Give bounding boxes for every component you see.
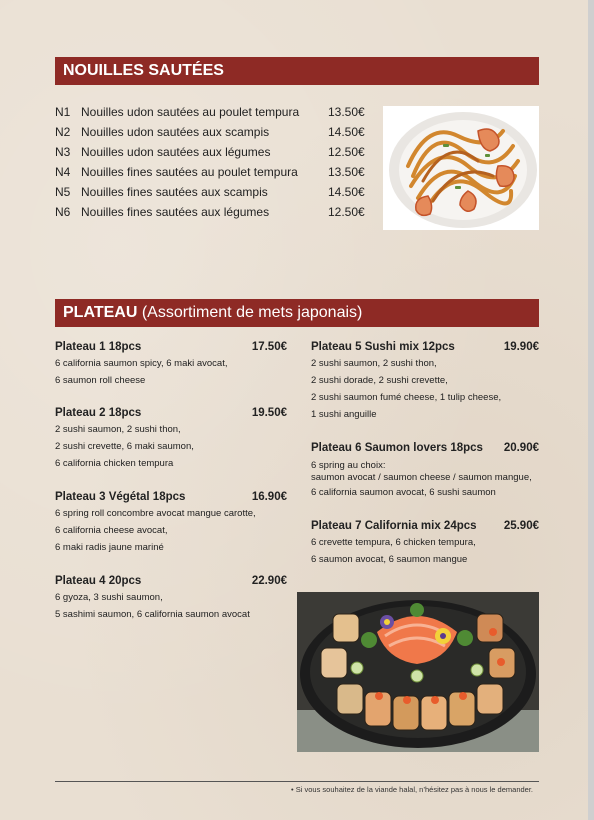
plateau-detail: 2 sushi saumon, 2 sushi thon, (311, 358, 437, 369)
noodles-section-title (55, 57, 539, 85)
noodle-code: N1 (55, 105, 71, 119)
plateau-detail: 6 california saumon spicy, 6 maki avocat, (55, 358, 228, 369)
noodle-price: 14.50€ (328, 185, 365, 199)
plateau-detail: 6 crevette tempura, 6 chicken tempura, (311, 537, 476, 548)
plateau-detail: 2 sushi crevette, 6 maki saumon, (55, 441, 194, 452)
plateau-detail: 6 saumon roll cheese (55, 375, 146, 386)
plateau-detail: 1 sushi anguille (311, 409, 377, 420)
plateau-detail: 6 california saumon avocat, 6 sushi saumon (311, 487, 496, 498)
plateau-detail: 6 gyoza, 3 sushi saumon, (55, 592, 163, 603)
noodle-price: 12.50€ (328, 145, 365, 159)
plateau-detail: 5 sashimi saumon, 6 california saumon avocat (55, 609, 250, 620)
noodle-item (55, 202, 375, 222)
plateau-detail: 6 maki radis jaune mariné (55, 542, 164, 553)
noodle-item (55, 142, 375, 162)
sushi-platter-photo (297, 592, 539, 752)
plateau-item (55, 489, 287, 556)
plateau-detail: 2 sushi dorade, 2 sushi crevette, (311, 375, 448, 386)
noodle-price: 13.50€ (328, 105, 365, 119)
plateau-detail: 6 spring roll concombre avocat mangue carotte, (55, 508, 256, 519)
plateau-detail: 6 saumon avocat, 6 saumon mangue (311, 554, 468, 565)
sushi-platter-illustration (297, 592, 539, 752)
plateau-detail: 2 sushi saumon fumé cheese, 1 tulip cheese, (311, 392, 502, 403)
noodle-code: N6 (55, 205, 71, 219)
plateau-price: 25.90€ (503, 520, 539, 532)
plateau-detail: 6 california chicken tempura (55, 458, 174, 469)
plateau-item (311, 518, 539, 568)
plateau-price: 22.90€ (251, 575, 287, 587)
noodle-item (55, 182, 375, 202)
noodle-price: 14.50€ (328, 125, 365, 139)
plateau-section-title (55, 299, 539, 327)
noodle-code: N3 (55, 145, 71, 159)
plateau-item (311, 440, 539, 501)
noodle-code: N2 (55, 125, 71, 139)
plateau-name: Plateau 3 Végétal 18pcs (55, 491, 186, 503)
plateau-title-text: PLATEAU (63, 304, 138, 321)
noodle-item (55, 162, 375, 182)
plateau-name: Plateau 7 California mix 24pcs (311, 520, 477, 532)
noodle-price: 12.50€ (328, 205, 365, 219)
noodle-dish-illustration (383, 106, 539, 230)
footer-divider (55, 781, 539, 782)
plateau-name: Plateau 6 Saumon lovers 18pcs (311, 442, 483, 454)
noodle-dish-photo (383, 106, 539, 230)
noodle-name: Nouilles fines sautées aux scampis (81, 185, 268, 199)
plateau-item (311, 339, 539, 423)
noodle-code: N4 (55, 165, 71, 179)
plateau-item (55, 405, 287, 472)
noodles-title-text: NOUILLES SAUTÉES (63, 62, 224, 79)
noodle-name: Nouilles fines sautées au poulet tempura (81, 165, 298, 179)
noodle-name: Nouilles fines sautées aux légumes (81, 205, 270, 219)
noodle-price: 13.50€ (328, 165, 365, 179)
plateau-price: 17.50€ (251, 341, 287, 353)
plateau-price: 16.90€ (251, 491, 287, 503)
footer-note: • Si vous souhaitez de la viande halal, n’hésitez pas à nous le demander. (291, 785, 533, 794)
noodle-item (55, 102, 375, 122)
noodle-name: Nouilles udon sautées aux scampis (81, 125, 270, 139)
plateau-price: 19.50€ (251, 407, 287, 419)
plateau-detail: 2 sushi saumon, 2 sushi thon, (55, 424, 181, 435)
plateau-detail: 6 california cheese avocat, (55, 525, 168, 536)
plateau-subtitle-text: (Assortiment de mets japonais) (137, 304, 363, 321)
plateau-detail: 6 spring au choix: (311, 460, 386, 471)
noodle-name: Nouilles udon sautées au poulet tempura (81, 105, 300, 119)
plateau-name: Plateau 1 18pcs (55, 341, 142, 353)
plateau-price: 19.90€ (503, 341, 539, 353)
plateau-item (55, 573, 287, 623)
noodle-item (55, 122, 375, 142)
noodle-code: N5 (55, 185, 71, 199)
plateau-name: Plateau 5 Sushi mix 12pcs (311, 341, 455, 353)
plateau-name: Plateau 4 20pcs (55, 575, 142, 587)
plateau-detail: saumon avocat / saumon cheese / saumon mangue, (311, 472, 532, 483)
plateau-item (55, 339, 287, 389)
noodle-name: Nouilles udon sautées aux légumes (81, 145, 271, 159)
plateau-price: 20.90€ (503, 442, 539, 454)
plateau-name: Plateau 2 18pcs (55, 407, 142, 419)
